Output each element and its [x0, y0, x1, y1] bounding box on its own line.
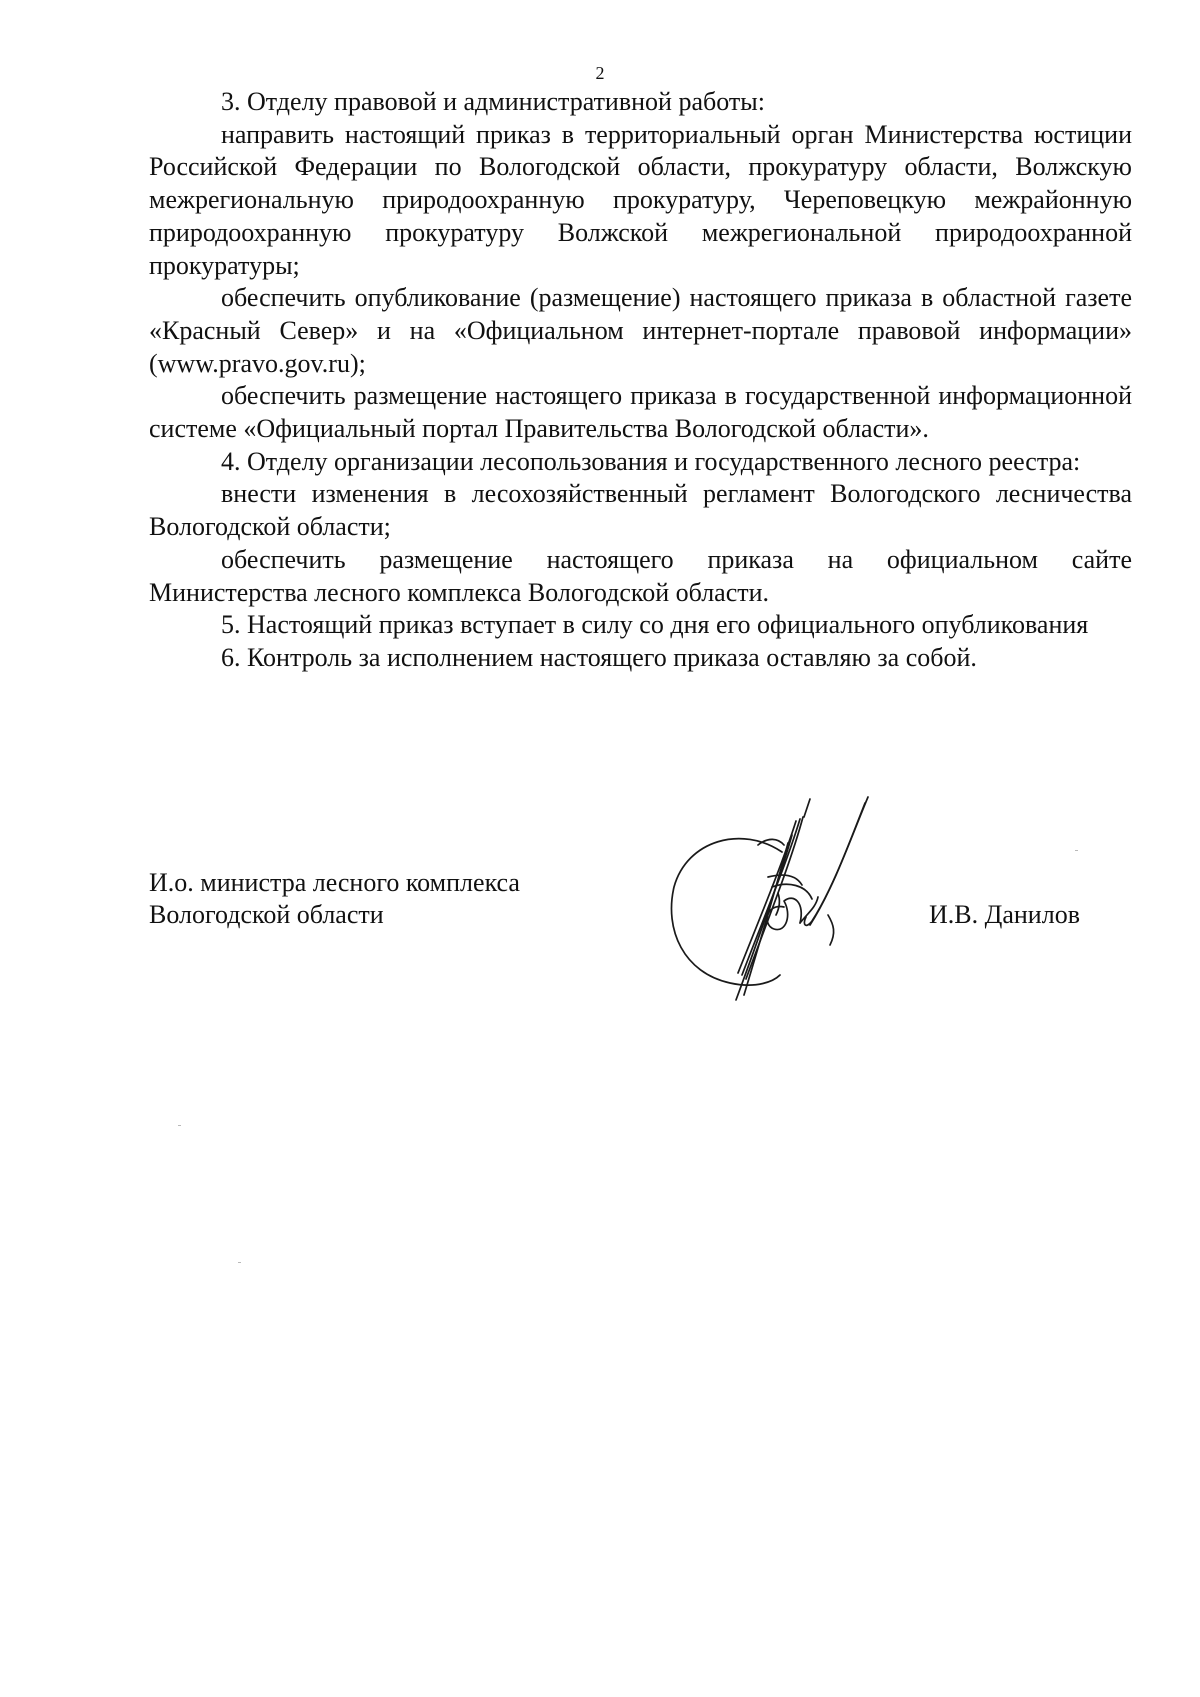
paragraph-amend-regulation: внести изменения в лесохозяйственный регламент Вологодского лесничества Вологодской области; — [149, 479, 1132, 542]
paragraph-post-portal: обеспечить размещение настоящего приказа в государственной информационной системе «Официальный портал Правительства Вологодской области». — [149, 381, 1132, 444]
paragraph-item-3: 3. Отделу правовой и административной работы: — [221, 87, 765, 116]
paragraph-item-4: 4. Отделу организации лесопользования и государственного лесного реестра: — [221, 446, 1081, 476]
paragraph-send-order: направить настоящий приказ в территориальный орган Министерства юстиции Российской Федерации по Вологодской области, прокуратуру области, Волжскую межрегиональную природоохранную прокуратуру, Череповецкую межрайонную природоохранную прокуратуру Волжской межрегиональной природоохранной прокуратуры; — [149, 119, 1132, 280]
signature-block — [149, 867, 1132, 931]
signer-name: И.В. Данилов — [929, 900, 1080, 929]
paragraph-item-6: 6. Контроль за исполнением настоящего приказа оставляю за собой. — [221, 642, 977, 672]
signer-position-line: И.о. министра лесного комплекса — [149, 868, 520, 897]
paragraph-item-5: 5. Настоящий приказ вступает в силу со дня его официального опубликования — [221, 610, 1089, 640]
paragraph-post-ministry-site: обеспечить размещение настоящего приказа на официальном сайте Министерства лесного комплекса Вологодской области. — [149, 544, 1132, 607]
handwritten-signature — [662, 795, 892, 1005]
document-body — [149, 86, 1132, 675]
page-number: 2 — [595, 63, 605, 83]
scan-speck — [238, 1262, 241, 1263]
scan-speck — [178, 1125, 181, 1126]
scan-speck — [1075, 850, 1078, 851]
signer-region-line: Вологодской области — [149, 900, 384, 929]
paragraph-publish-order: обеспечить опубликование (размещение) настоящего приказа в областной газете «Красный Север» и на «Официальном интернет-портале правовой информации» (www.pravo.gov.ru); — [149, 283, 1132, 378]
